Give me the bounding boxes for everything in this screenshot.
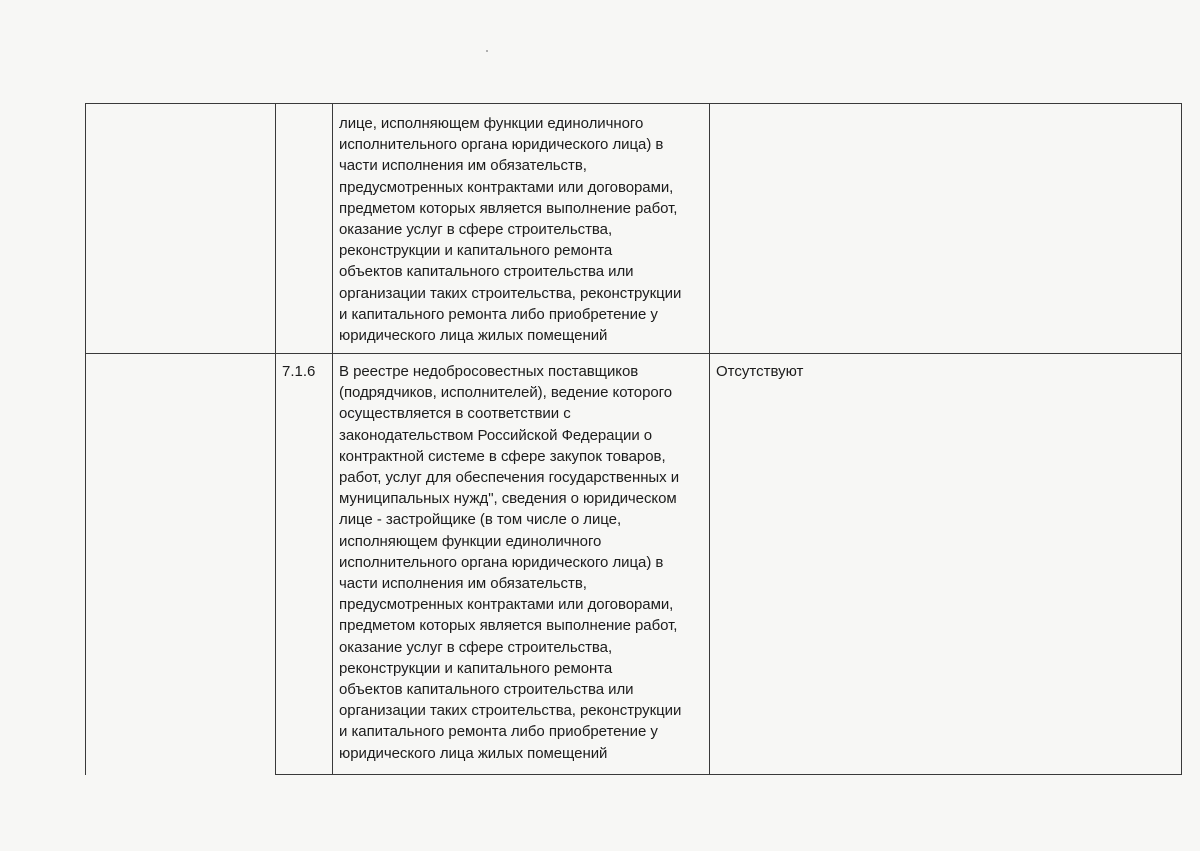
table-row-7-1-6	[86, 354, 1182, 775]
item-text: В реестре недобросовестных поставщиков (подрядчиков, исполнителей), ведение которого осуществляется в соответствии с законодательством Российской Федерации о контрактной системе в сфере закупок товаров, работ, услуг для обеспечения государственных и муниципальных нужд", сведения о юридическом лице - застройщике (в том числе о лице, исполняющем функции единоличного исполнительного органа юридического лица) в части исполнения им обязательств, предусмотренных контрактами или договорами, предметом которых является выполнение работ, оказание услуг в сфере строительства, реконструкции и капитального ремонта объектов капитального строительства или организации таких строительства, реконструкции и капитального ремонта либо приобретение у юридического лица жилых помещений	[339, 363, 682, 762]
item-number: 7.1.6	[282, 363, 316, 380]
section-cell	[86, 354, 276, 775]
scan-speck	[486, 50, 488, 52]
item-answer: Отсутствуют	[716, 363, 804, 380]
item-text: лице, исполняющем функции единоличного исполнительного органа юридического лица) в части исполнения им обязательств, предусмотренных контрактами или договорами, предметом которых является выполнение работ, оказание услуг в сфере строительства, реконструкции и капитального ремонта объектов капитального строительства или организации таких строительства, реконструкции и капитального ремонта либо приобретение у юридического лица жилых помещений	[339, 115, 682, 345]
item-number-cell	[276, 354, 333, 775]
item-number	[276, 104, 332, 111]
declaration-table	[85, 103, 1182, 775]
item-answer-cell	[710, 354, 1182, 775]
section-cell	[86, 104, 276, 354]
item-number-cell	[276, 104, 333, 354]
item-answer-cell	[710, 104, 1182, 354]
item-answer	[710, 104, 1181, 111]
table-row-continuation	[86, 104, 1182, 354]
item-text-cell	[333, 354, 710, 775]
item-text-cell	[333, 104, 710, 354]
